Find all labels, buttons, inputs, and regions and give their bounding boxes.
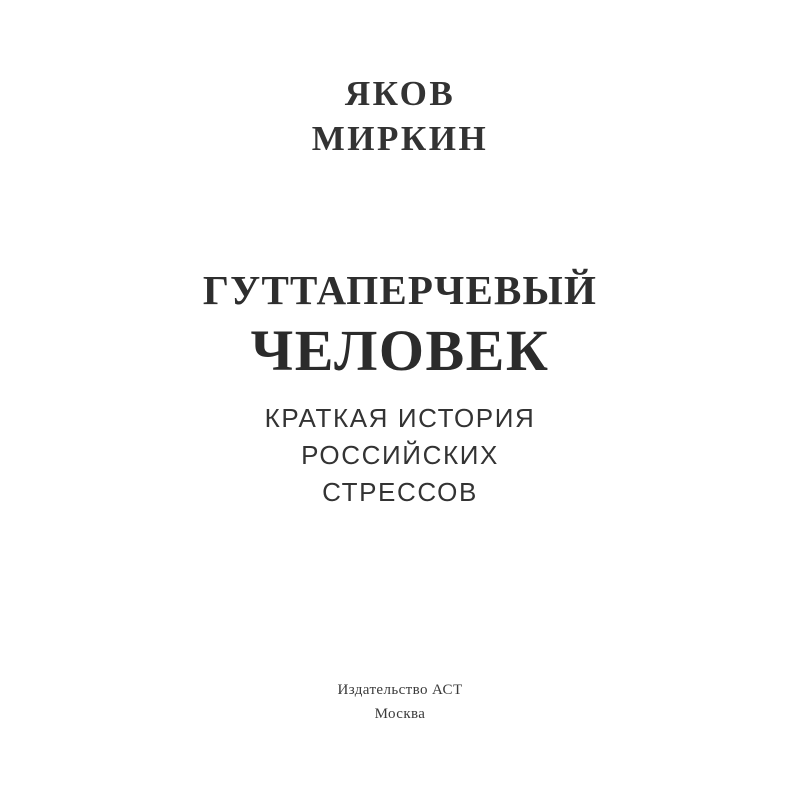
subtitle-line-1: КРАТКАЯ ИСТОРИЯ bbox=[264, 403, 536, 433]
publisher-name: Издательство АСТ bbox=[337, 682, 463, 698]
author-first-name: ЯКОВ bbox=[344, 74, 456, 113]
subtitle-line-2: РОССИЙСКИХ bbox=[301, 439, 499, 470]
book-title-block bbox=[0, 268, 800, 382]
book-subtitle-block bbox=[0, 400, 800, 511]
publisher-city: Москва bbox=[374, 706, 426, 722]
imprint-block bbox=[0, 678, 800, 726]
subtitle-line-3: СТРЕССОВ bbox=[322, 476, 478, 507]
book-title-line-1: ГУТТАПЕРЧЕВЫЙ bbox=[202, 267, 598, 313]
book-title-line-2: ЧЕЛОВЕК bbox=[250, 318, 550, 384]
author-last-name: МИРКИН bbox=[311, 118, 489, 158]
author-block bbox=[0, 72, 800, 162]
